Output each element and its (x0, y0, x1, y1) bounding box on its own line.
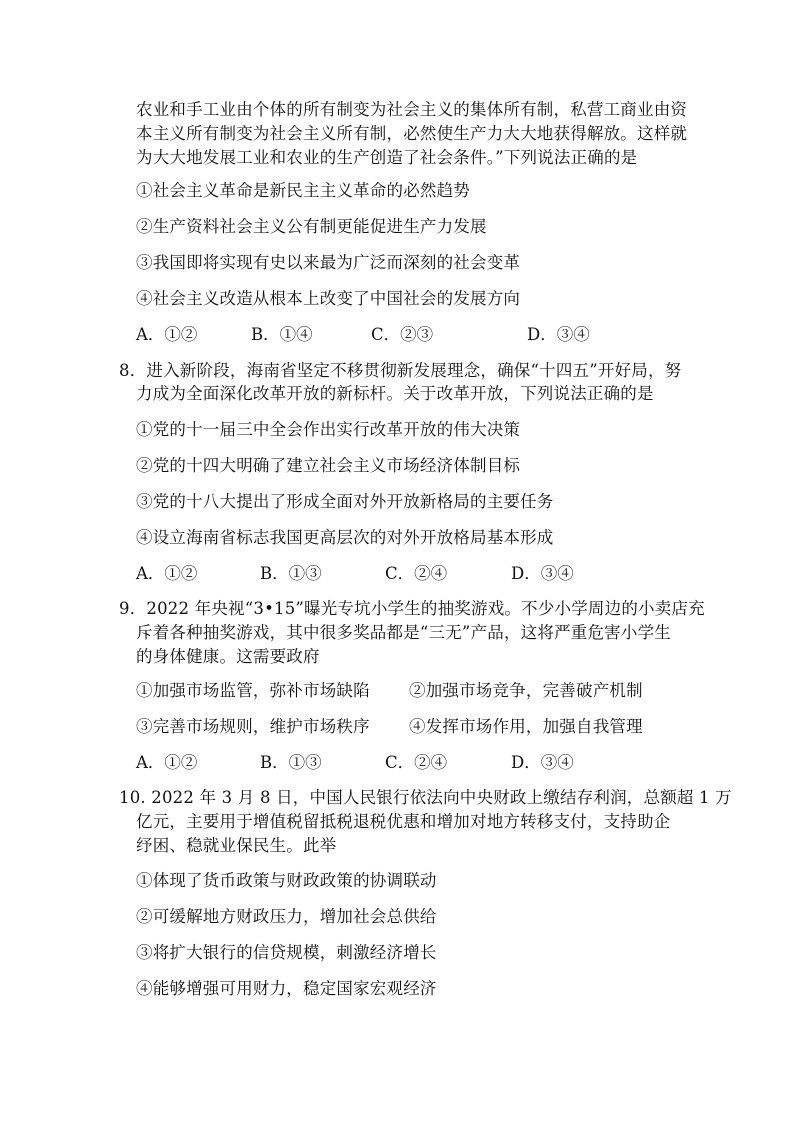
q7-item-2: ②生产资料社会主义公有制更能促进生产力发展 (136, 217, 487, 236)
q10-item-4: ④能够增强可用财力，稳定国家宏观经济 (136, 979, 437, 998)
q8-item-2: ②党的十四大明确了建立社会主义市场经济体制目标 (136, 456, 521, 475)
q9-stem-line-1: 9．2022 年央视“3•15”曝光专坑小学生的抽奖游戏。不少小学周边的小卖店充 (119, 599, 705, 618)
q9-item-1: ①加强市场监管，弥补市场缺陷 (136, 681, 370, 700)
q9-item-2: ②加强市场竞争，完善破产机制 (409, 681, 643, 700)
q8-option-b: B．①③ (260, 564, 322, 583)
q7-item-4: ④社会主义改造从根本上改变了中国社会的发展方向 (136, 289, 521, 308)
q7-option-a: A．①② (136, 325, 198, 344)
q8-stem-line-1: 8．进入新阶段，海南省坚定不移贯彻新发展理念，确保“十四五”开好局，努 (119, 361, 682, 380)
q9-stem-line-3: 的身体健康。这需要政府 (136, 647, 320, 666)
q8-item-3: ③党的十八大提出了形成全面对外开放新格局的主要任务 (136, 492, 554, 511)
q10-item-1: ①体现了货币政策与财政政策的协调联动 (136, 871, 437, 890)
q8-option-a: A．①② (136, 564, 198, 583)
q8-stem-line-2: 力成为全面深化改革开放的新标杆。关于改革开放，下列说法正确的是 (136, 384, 654, 403)
q8-item-1: ①党的十一届三中全会作出实行改革开放的伟大决策 (136, 420, 521, 439)
q7-option-c: C．②③ (371, 325, 434, 344)
q9-option-d: D．③④ (511, 753, 574, 772)
q7-stem-line-2: 本主义所有制变为社会主义所有制，必然使生产力大大地获得解放。这样就 (136, 124, 688, 143)
q7-item-1: ①社会主义革命是新民主主义革命的必然趋势 (136, 181, 470, 200)
q10-item-3: ③将扩大银行的信贷规模，刺激经济增长 (136, 943, 437, 962)
q9-stem-line-2: 斥着各种抽奖游戏，其中很多奖品都是“三无”产品，这将严重危害小学生 (136, 623, 671, 642)
q9-item-4: ④发挥市场作用，加强自我管理 (409, 717, 643, 736)
q8-item-4: ④设立海南省标志我国更高层次的对外开放格局基本形成 (136, 528, 554, 547)
q9-option-b: B．①③ (260, 753, 322, 772)
q10-item-2: ②可缓解地方财政压力，增加社会总供给 (136, 907, 437, 926)
q8-option-c: C．②④ (385, 564, 448, 583)
q10-stem-line-3: 纾困、稳就业保民生。此举 (136, 836, 337, 855)
q7-option-d: D．③④ (527, 325, 590, 344)
q7-stem-line-3: 为大大地发展工业和农业的生产创造了社会条件。”下列说法正确的是 (136, 148, 638, 167)
q9-item-3: ③完善市场规则，维护市场秩序 (136, 717, 370, 736)
q10-stem-line-2: 亿元，主要用于增值税留抵税退税优惠和增加对地方转移支付，支持助企 (136, 812, 671, 831)
q7-option-b: B．①④ (251, 325, 313, 344)
q9-option-c: C．②④ (385, 753, 448, 772)
q10-stem-line-1: 10. 2022 年 3 月 8 日，中国人民银行依法向中央财政上缴结存利润，总额超 1 万 (119, 788, 732, 807)
q9-option-a: A．①② (136, 753, 198, 772)
q7-stem-line-1: 农业和手工业由个体的所有制变为社会主义的集体所有制，私营工商业由资 (136, 100, 688, 119)
q8-option-d: D．③④ (511, 564, 574, 583)
q7-item-3: ③我国即将实现有史以来最为广泛而深刻的社会变革 (136, 253, 521, 272)
